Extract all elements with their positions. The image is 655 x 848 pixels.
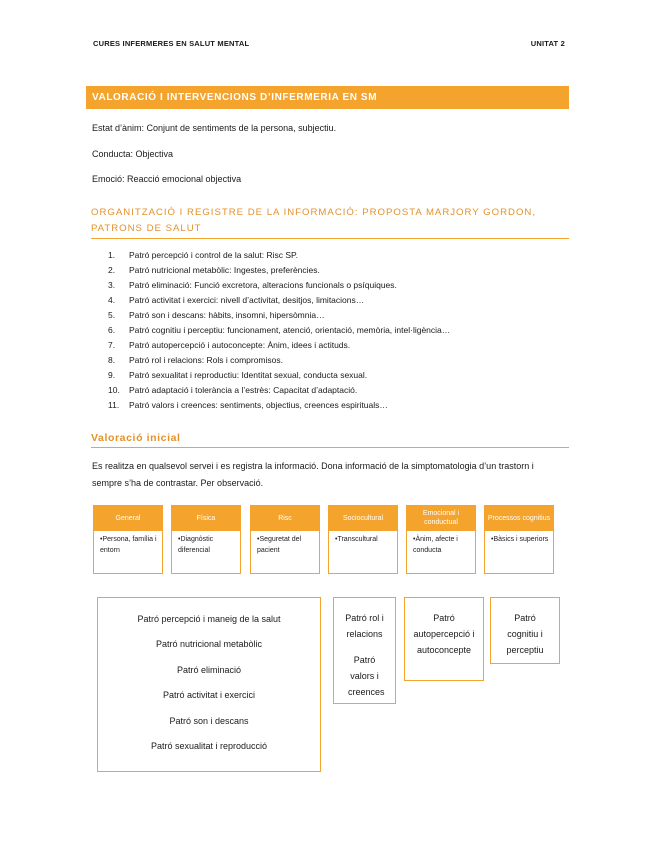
category-cognitive bbox=[484, 505, 554, 574]
pattern-group-emotional bbox=[404, 597, 484, 681]
category-physical bbox=[171, 505, 241, 574]
list-item: 5. Patró son i descans: hàbits, insomni, hipersòmnia… bbox=[108, 310, 325, 320]
category-body: •Bàsics i superiors bbox=[484, 531, 554, 574]
category-title: General bbox=[93, 505, 163, 531]
category-body: •Persona, família i entorn bbox=[93, 531, 163, 574]
pattern-group-cognitive bbox=[490, 597, 560, 664]
category-emotional bbox=[406, 505, 476, 574]
pattern-label: Patró percepció i maneig de la salut bbox=[137, 614, 281, 624]
pattern-label: Patró nutricional metabòlic bbox=[155, 639, 263, 650]
pattern-label: Patró autopercepció i autoconcepte bbox=[413, 613, 475, 655]
pattern-group-sociocultural bbox=[333, 597, 396, 704]
list-item: 1. Patró percepció i control de la salut: Risc SP. bbox=[108, 250, 298, 260]
pattern-label: Patró sexualitat i reproducció bbox=[150, 740, 268, 751]
list-item: 8. Patró rol i relacions: Rols i compromisos. bbox=[108, 355, 283, 365]
list-item: 11. Patró valors i creences: sentiments, objectius, creences espirituals… bbox=[108, 400, 388, 410]
health-patterns-list bbox=[108, 248, 450, 413]
pattern-label: Patró rol i relacions bbox=[345, 613, 384, 639]
list-item: 2. Patró nutricional metabòlic: Ingestes, preferències. bbox=[108, 265, 320, 275]
pattern-group-general bbox=[97, 597, 321, 772]
pattern-label: Patró valors i creences bbox=[348, 655, 385, 697]
pattern-label: Patró activitat i exercici bbox=[162, 690, 256, 701]
list-item: 7. Patró autopercepció i autoconcepte: Ànim, idees i actituds. bbox=[108, 340, 351, 350]
section-banner: VALORACIÓ I INTERVENCIONS D’INFERMERIA EN SM bbox=[86, 86, 569, 109]
header-right: UNITAT 2 bbox=[530, 39, 565, 48]
pattern-label: Patró eliminació bbox=[176, 664, 242, 675]
list-item: 6. Patró cognitiu i perceptiu: funcionament, atenció, orientació, memòria, intel·ligència… bbox=[108, 325, 451, 335]
category-body: •Diagnòstic diferencial bbox=[171, 531, 241, 574]
category-title: Sociocultural bbox=[328, 505, 398, 531]
category-body: •Ànim, afecte i conducta bbox=[406, 531, 476, 574]
category-title: Física bbox=[171, 505, 241, 531]
category-general bbox=[93, 505, 163, 574]
list-item: 3. Patró eliminació: Funció excretora, alteracions funcionals o psíquiques. bbox=[108, 280, 397, 290]
category-title: Risc bbox=[250, 505, 320, 531]
definition-emotion: Emoció: Reacció emocional objectiva bbox=[92, 174, 242, 184]
category-risk bbox=[250, 505, 320, 574]
category-body: •Seguretat del pacient bbox=[250, 531, 320, 574]
list-item: 10. Patró adaptació i tolerància a l’estrès: Capacitat d’adaptació. bbox=[108, 385, 358, 395]
category-sociocultural bbox=[328, 505, 398, 574]
pattern-label: Patró son i descans bbox=[169, 715, 249, 726]
initial-assessment-paragraph: Es realitza en qualsevol servei i es registra la informació. Dona informació de la simptomatologia d’un trastorn i sempre s’ha de contrastar. Per observació. bbox=[92, 461, 534, 488]
category-body: •Transcultural bbox=[328, 531, 398, 574]
section-title-gordon: ORGANITZACIÓ I REGISTRE DE LA INFORMACIÓ: PROPOSTA MARJORY GORDON, PATRONS DE SALUT bbox=[91, 205, 569, 239]
list-item: 9. Patró sexualitat i reproductiu: Identitat sexual, conducta sexual. bbox=[108, 370, 368, 380]
definition-mood: Estat d’ànim: Conjunt de sentiments de la persona, subjectiu. bbox=[92, 123, 337, 133]
list-item: 4. Patró activitat i exercici: nivell d’activitat, desitjos, limitacions… bbox=[108, 295, 365, 305]
category-title: Processos cognitius bbox=[484, 505, 554, 531]
pattern-label: Patró cognitiu i perceptiu bbox=[506, 613, 544, 655]
header-left: CURES INFERMERES EN SALUT MENTAL bbox=[93, 39, 250, 48]
definition-behaviour: Conducta: Objectiva bbox=[92, 149, 174, 159]
category-title: Emocional i conductual bbox=[406, 505, 476, 531]
subsection-title-initial-assessment: Valoració inicial bbox=[91, 430, 569, 448]
